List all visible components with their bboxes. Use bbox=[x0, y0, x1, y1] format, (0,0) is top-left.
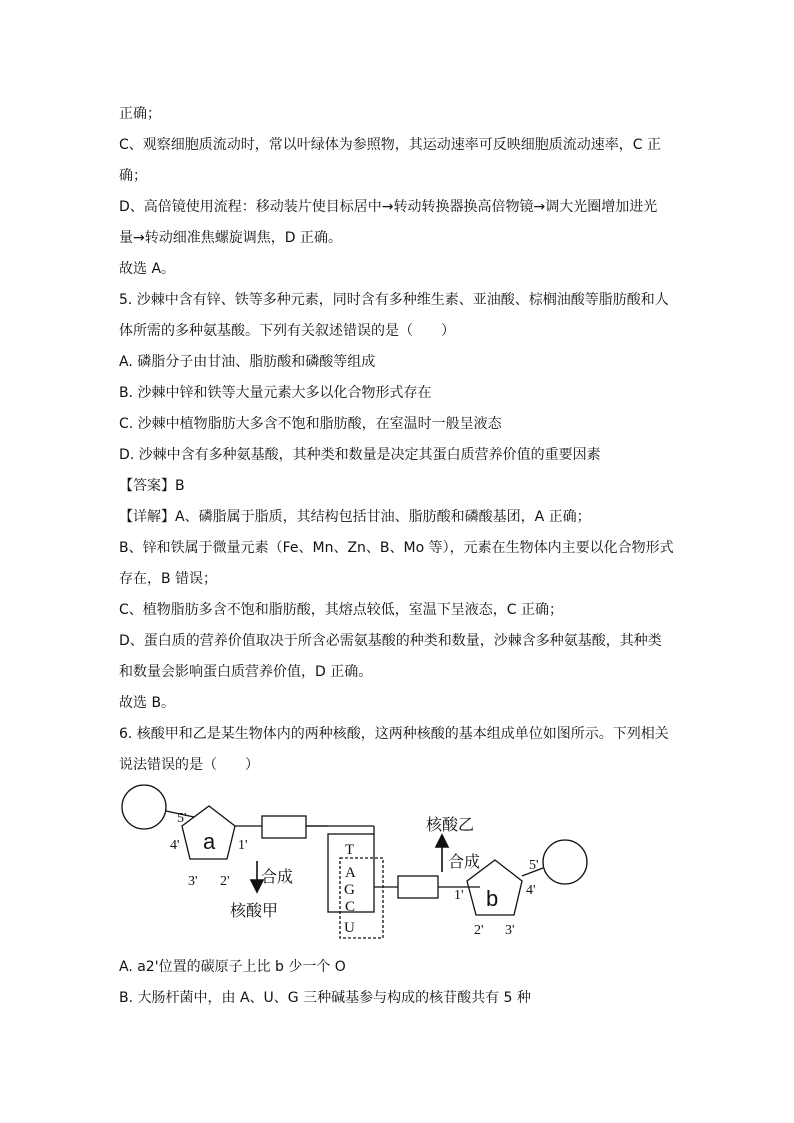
question-6-stem: 说法错误的是（ ） bbox=[119, 757, 259, 773]
explanation: 和数量会影响蛋白质营养价值，D 正确。 bbox=[119, 664, 373, 680]
explanation: B、锌和铁属于微量元素（Fe、Mn、Zn、B、Mo 等），元素在生物体内主要以化合物形式 bbox=[119, 540, 674, 556]
explanation: 存在，B 错误； bbox=[119, 571, 218, 587]
label-1-prime: 1' bbox=[238, 838, 248, 853]
phosphate-circle-right bbox=[543, 840, 587, 884]
label-5-prime: 5' bbox=[529, 858, 539, 873]
explanation: D、蛋白质的营养价值取决于所含必需氨基酸的种类和数量，沙棘含多种氨基酸，其种类 bbox=[119, 633, 662, 649]
question-5-stem: 体所需的多种氨基酸。下列有关叙述错误的是（ ） bbox=[119, 323, 455, 339]
text-line: C、观察细胞质流动时，常以叶绿体为参照物，其运动速率可反映细胞质流动速率，C 正 bbox=[119, 137, 661, 153]
base-g: G bbox=[344, 882, 355, 898]
question-6-stem: 6. 核酸甲和乙是某生物体内的两种核酸，这两种核酸的基本组成单位如图所示。下列相关 bbox=[119, 726, 669, 742]
question-5-stem: 5. 沙棘中含有锌、铁等多种元素，同时含有多种维生素、亚油酸、棕榈油酸等脂肪酸和人 bbox=[119, 292, 669, 308]
nucleotide-diagram bbox=[110, 778, 600, 948]
text-line: 故选 B。 bbox=[119, 695, 176, 711]
text-line: 量→转动细准焦螺旋调焦，D 正确。 bbox=[119, 230, 342, 246]
answer: 【答案】B bbox=[119, 478, 185, 494]
synthesis-label: 合成 bbox=[448, 852, 481, 871]
base-c: C bbox=[345, 899, 356, 915]
sugar-b-label: b bbox=[486, 886, 499, 911]
base-t: T bbox=[345, 842, 355, 858]
nucleic-acid-a-label: 核酸甲 bbox=[230, 901, 279, 920]
label-4-prime: 4' bbox=[170, 838, 180, 853]
explanation: 【详解】A、磷脂属于脂质，其结构包括甘油、脂肪酸和磷酸基团，A 正确； bbox=[119, 509, 591, 525]
synthesis-label: 合成 bbox=[261, 867, 294, 886]
label-3-prime: 3' bbox=[505, 923, 515, 938]
base-rect-right bbox=[398, 876, 438, 898]
option-a: A. 磷脂分子由甘油、脂肪酸和磷酸等组成 bbox=[119, 354, 376, 370]
label-3-prime: 3' bbox=[188, 874, 198, 889]
phosphate-circle-left bbox=[122, 785, 166, 829]
text-line: 故选 A。 bbox=[119, 261, 176, 277]
label-1-prime: 1' bbox=[454, 888, 464, 903]
option-a: A. a2'位置的碳原子上比 b 少一个 O bbox=[119, 959, 346, 975]
explanation: C、植物脂肪多含不饱和脂肪酸，其熔点较低，室温下呈液态，C 正确； bbox=[119, 602, 563, 618]
text-line: D、高倍镜使用流程：移动装片使目标居中→转动转换器换高倍物镜→调大光圈增加进光 bbox=[119, 199, 658, 215]
base-rect-left bbox=[262, 816, 306, 838]
base-u: U bbox=[344, 920, 355, 936]
label-2-prime: 2' bbox=[474, 923, 484, 938]
text-line: 确； bbox=[119, 168, 147, 184]
nucleic-acid-b-label: 核酸乙 bbox=[426, 815, 475, 834]
option-b: B. 沙棘中锌和铁等大量元素大多以化合物形式存在 bbox=[119, 385, 432, 401]
label-4-prime: 4' bbox=[526, 883, 536, 898]
base-a: A bbox=[345, 865, 356, 881]
label-2-prime: 2' bbox=[220, 874, 230, 889]
text-line: 正确； bbox=[119, 106, 161, 122]
label-5-prime: 5' bbox=[177, 811, 187, 826]
option-c: C. 沙棘中植物脂肪大多含不饱和脂肪酸，在室温时一般呈液态 bbox=[119, 416, 502, 432]
sugar-a-label: a bbox=[203, 829, 216, 854]
option-b: B. 大肠杆菌中，由 A、U、G 三种碱基参与构成的核苷酸共有 5 种 bbox=[119, 990, 531, 1006]
option-d: D. 沙棘中含有多种氨基酸，其种类和数量是决定其蛋白质营养价值的重要因素 bbox=[119, 447, 601, 463]
arrow-up-icon bbox=[436, 835, 448, 847]
